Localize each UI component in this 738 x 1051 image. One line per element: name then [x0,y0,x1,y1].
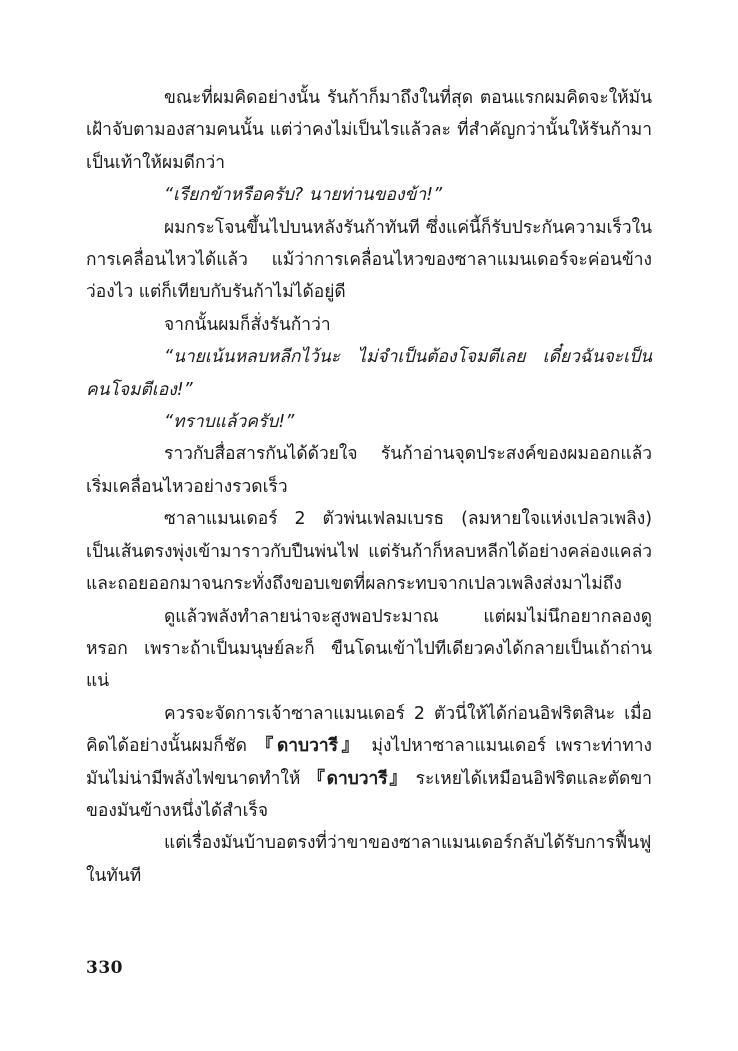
paragraph: แต่เรื่องมันบ้าบอตรงที่ว่าขาของซาลาแมนเดอร์กลับได้รับการฟื้นฟูในทันที [86,833,652,886]
paragraph: จากนั้นผมก็สั่งรันก้าว่า [164,314,331,335]
dialogue-line: “เรียกข้าหรือครับ? นายท่านของข้า!” [164,185,443,206]
paragraph-with-weapon-name [86,698,652,828]
weapon-name: 『ดาบวารี』 [307,768,409,789]
paragraph-text-part: มุ่งไปหาซาลาแมนเดอร์ เพราะท่าทางมันไม่น่ามีพลังไฟขนาดทำให้ [86,736,652,789]
paragraph: ดูแล้วพลังทำลายน่าจะสูงพอประมาณ แต่ผมไม่นึกอยากลองดูหรอก เพราะถ้าเป็นมนุษย์ละก็ ขืนโดนเข้าไปทีเดียวคงได้กลายเป็นเถ้าถ่านแน่ [86,606,652,692]
paragraph: ซาลาแมนเดอร์ 2 ตัวพ่นเฟลมเบรธ (ลมหายใจแห่งเปลวเพลิง) เป็นเส้นตรงพุ่งเข้ามาราวกับปืนพ่นไฟ แต่รันก้าก็หลบหลีกได้อย่างคล่องแคล่ว และถอยออกมาจนกระทั่งถึงขอบเขตที่ผลกระทบจากเปลวเพลิงส่งมาไม่ถึง [86,509,652,595]
page-number: 330 [86,958,123,978]
paragraph: ขณะที่ผมคิดอย่างนั้น รันก้าก็มาถึงในที่สุด ตอนแรกผมคิดจะให้มันเฝ้าจับตามองสามคนนั้น แต่ว่าคงไม่เป็นไรแล้วละ ที่สำคัญกว่านั้นให้รันก้ามาเป็นเท้าให้ผมดีกว่า [86,88,652,173]
dialogue-line: “นายเน้นหลบหลีกไว้นะ ไม่จำเป็นต้องโจมตีเลย เดี๋ยวฉันจะเป็นคนโจมตีเอง!” [86,347,652,400]
paragraph: ราวกับสื่อสารกันได้ด้วยใจ รันก้าอ่านจุดประสงค์ของผมออกแล้วเริ่มเคลื่อนไหวอย่างรวดเร็ว [86,444,652,497]
weapon-name: 『ดาบวารี』 [256,736,363,757]
paragraph-text-part: ควรจะจัดการเจ้าซาลาแมนเดอร์ 2 ตัวนี่ให้ได้ก่อนอิฟริตสินะ เมื่อคิดได้อย่างนั้นผมก็ชัด [86,703,652,757]
paragraph: ผมกระโจนขึ้นไปบนหลังรันก้าทันที ซึ่งแค่นี้ก็รับประกันความเร็วในการเคลื่อนไหวได้แล้ว แม้ว่าการเคลื่อนไหวของซาลาแมนเดอร์จะค่อนข้างว่องไว แต่ก็เทียบกับรันก้าไม่ได้อยู่ดี [86,217,652,303]
body-text [86,82,652,892]
paragraph-text-part: ระเหยได้เหมือนอิฟริตและตัดขาของมันข้างหนึ่งได้สำเร็จ [86,768,652,821]
dialogue-line: “ทราบแล้วครับ!” [164,412,295,433]
